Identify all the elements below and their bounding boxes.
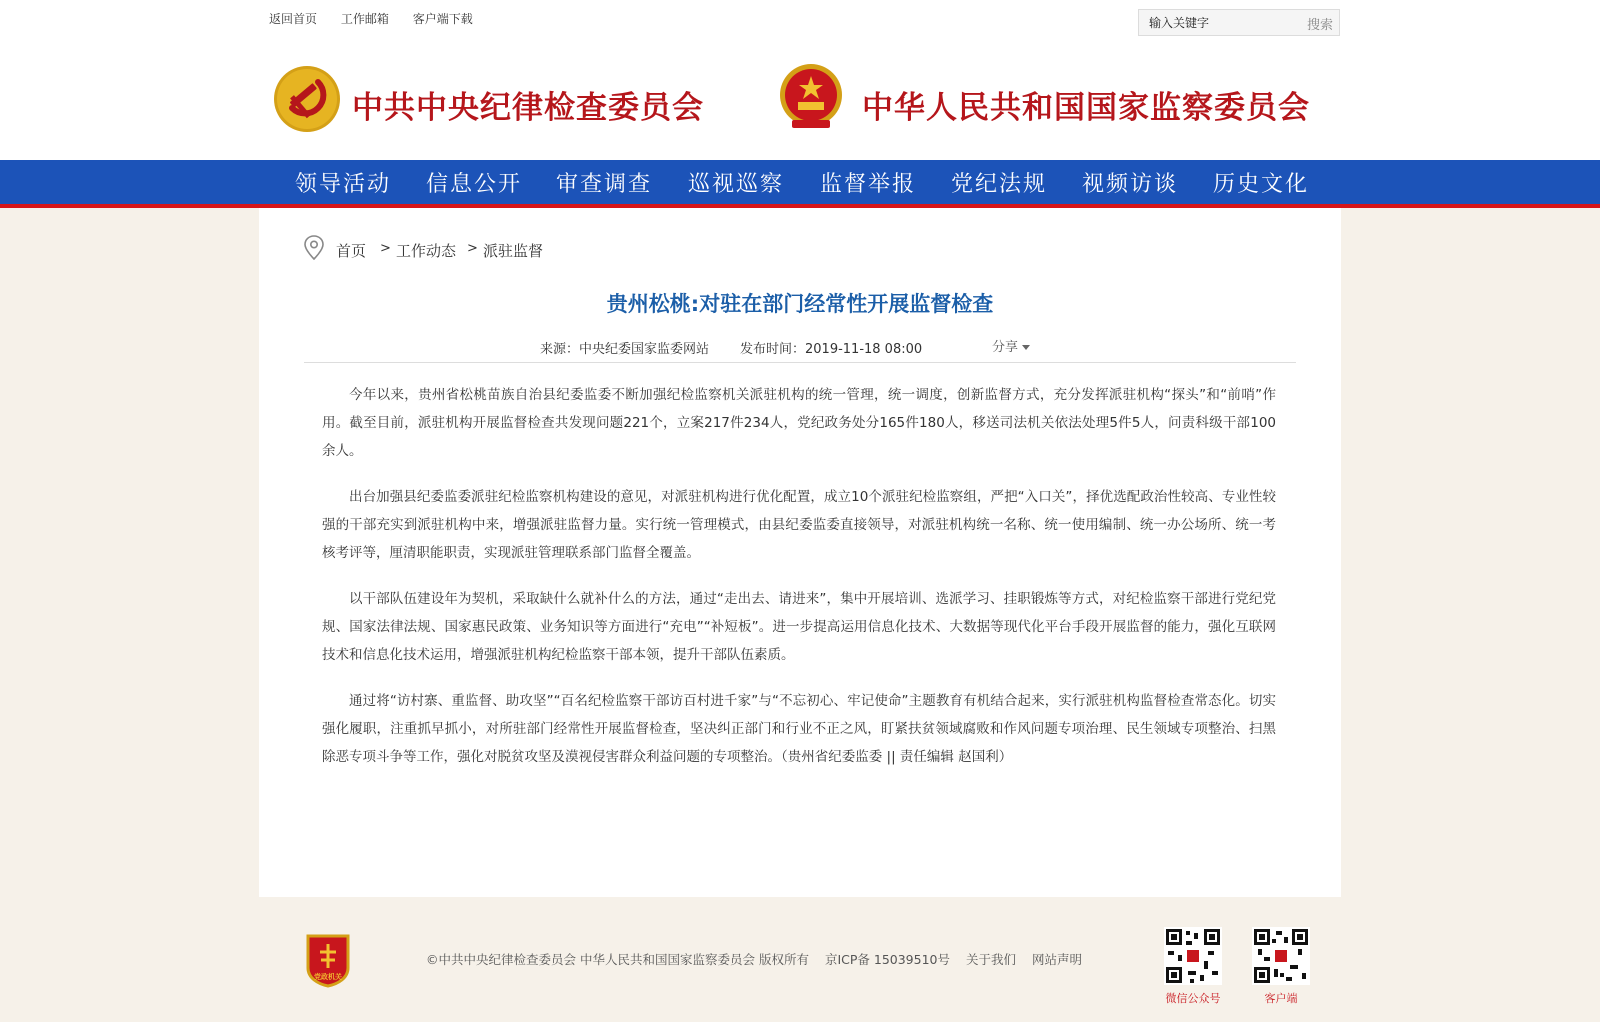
footer-statement-link[interactable]: 网站声明 bbox=[1031, 952, 1082, 967]
client-qr-code-icon bbox=[1252, 927, 1310, 985]
breadcrumb-stationed-supervision[interactable]: 派驻监督 bbox=[483, 242, 544, 260]
breadcrumb-work-news[interactable]: 工作动态 bbox=[396, 242, 457, 260]
article-paragraph: 今年以来，贵州省松桃苗族自治县纪委监委不断加强纪检监察机关派驻机构的统一管理，统一调度，创新监督方式，充分发挥派驻机构“探头”和“前哨”作用。截至目前，派驻机构开展监督检查共发现问题221个，立案217件234人，党纪政务处分165件180人，移送司法机关依法处理5件5人，问责科级干部100余人。 bbox=[322, 387, 1276, 459]
nav-item-investigation[interactable]: 审查调查 bbox=[556, 172, 653, 197]
search-box bbox=[1138, 9, 1340, 36]
gov-agency-badge-icon bbox=[304, 932, 352, 988]
article-body bbox=[322, 381, 1276, 789]
article-paragraph: 通过将“访村寨、重监督、助攻坚”“百名纪检监察干部访百村进千家”与“不忘初心、牢记使命”主题教育有机结合起来，实行派驻机构监督检查常态化。切实强化履职，注重抓早抓小，对所驻部门经常性开展监督检查，坚决纠正部门和行业不正之风，盯紧扶贫领域腐败和作风问题专项治理、民生领域专项整治、扫黑除恶专项斗争等工作，强化对脱贫攻坚及漠视侵害群众利益问题的专项整治。（贵州省纪委监委 || 责任编辑 赵国利） bbox=[322, 693, 1276, 765]
share-label: 分享 bbox=[992, 340, 1019, 355]
breadcrumb-home[interactable]: 首页 bbox=[336, 242, 367, 260]
work-mail-link[interactable]: 工作邮箱 bbox=[340, 12, 389, 26]
article-source: 来源：中央纪委国家监委网站 bbox=[540, 342, 710, 357]
top-header bbox=[0, 0, 1600, 160]
article-title: 贵州松桃:对驻在部门经常性开展监督检查 bbox=[606, 292, 994, 316]
nav-item-party-rules[interactable]: 党纪法规 bbox=[951, 172, 1048, 197]
footer-about-link[interactable]: 关于我们 bbox=[965, 952, 1016, 967]
wechat-qr-label: 微信公众号 bbox=[1165, 992, 1221, 1005]
article-paragraph: 以干部队伍建设年为契机，采取缺什么就补什么的方法，通过“走出去、请进来”，集中开展培训、选派学习、挂职锻炼等方式，对纪检监察干部进行党纪党规、国家法律法规、国家惠民政策、业务知识等方面进行“充电”“补短板”。进一步提高运用信息化技术、大数据等现代化平台手段开展监督的能力，强化互联网技术和信息化技术运用，增强派驻机构纪检监察干部本领，提升干部队伍素质。 bbox=[322, 591, 1276, 663]
client-qr-label: 客户端 bbox=[1264, 992, 1298, 1005]
wechat-qr-code-icon bbox=[1164, 927, 1222, 985]
client-download-link[interactable]: 客户端下载 bbox=[412, 12, 473, 26]
footer-text bbox=[426, 950, 1094, 968]
nsc-title: 中华人民共和国国家监察委员会 bbox=[862, 90, 1310, 126]
breadcrumb-separator: > bbox=[380, 241, 391, 256]
top-links bbox=[269, 10, 493, 27]
location-pin-icon bbox=[302, 234, 326, 262]
home-link[interactable]: 返回首页 bbox=[269, 12, 318, 26]
national-emblem-icon bbox=[778, 62, 844, 132]
nav-item-video-interviews[interactable]: 视频访谈 bbox=[1082, 172, 1179, 197]
footer-copyright: ©中共中央纪律检查委员会 中华人民共和国国家监察委员会 版权所有 bbox=[426, 952, 809, 967]
chevron-down-icon bbox=[1022, 345, 1030, 350]
nav-item-leader-activities[interactable]: 领导活动 bbox=[295, 172, 392, 197]
breadcrumb-separator: > bbox=[467, 241, 478, 256]
nav-item-info-disclosure[interactable]: 信息公开 bbox=[426, 172, 523, 197]
ccdi-title: 中共中央纪律检查委员会 bbox=[352, 90, 704, 126]
nav-item-inspection[interactable]: 巡视巡察 bbox=[688, 172, 785, 197]
divider bbox=[304, 362, 1296, 363]
party-emblem-icon bbox=[272, 64, 342, 134]
article-paragraph: 出台加强县纪委监委派驻纪检监察机构建设的意见，对派驻机构进行优化配置，成立10个派驻纪检监察组，严把“入口关”，择优选配政治性较高、专业性较强的干部充实到派驻机构中来，增强派驻监督力量。实行统一管理模式，由县纪委监委直接领导，对派驻机构统一名称、统一使用编制、统一办公场所、统一考核考评等，厘清职能职责，实现派驻管理联系部门监督全覆盖。 bbox=[322, 489, 1276, 561]
footer-icp-link[interactable]: 京ICP备 15039510号 bbox=[824, 952, 950, 967]
share-dropdown[interactable] bbox=[992, 336, 1030, 355]
search-input[interactable] bbox=[1139, 10, 1297, 35]
nav-item-history-culture[interactable]: 历史文化 bbox=[1213, 172, 1310, 197]
badge-text: 党政机关 bbox=[314, 973, 342, 981]
search-button[interactable]: 搜索 bbox=[1306, 18, 1333, 33]
nav-item-report[interactable]: 监督举报 bbox=[820, 172, 917, 197]
main-nav bbox=[0, 160, 1600, 208]
article-date: 发布时间：2019-11-18 08:00 bbox=[740, 342, 923, 357]
